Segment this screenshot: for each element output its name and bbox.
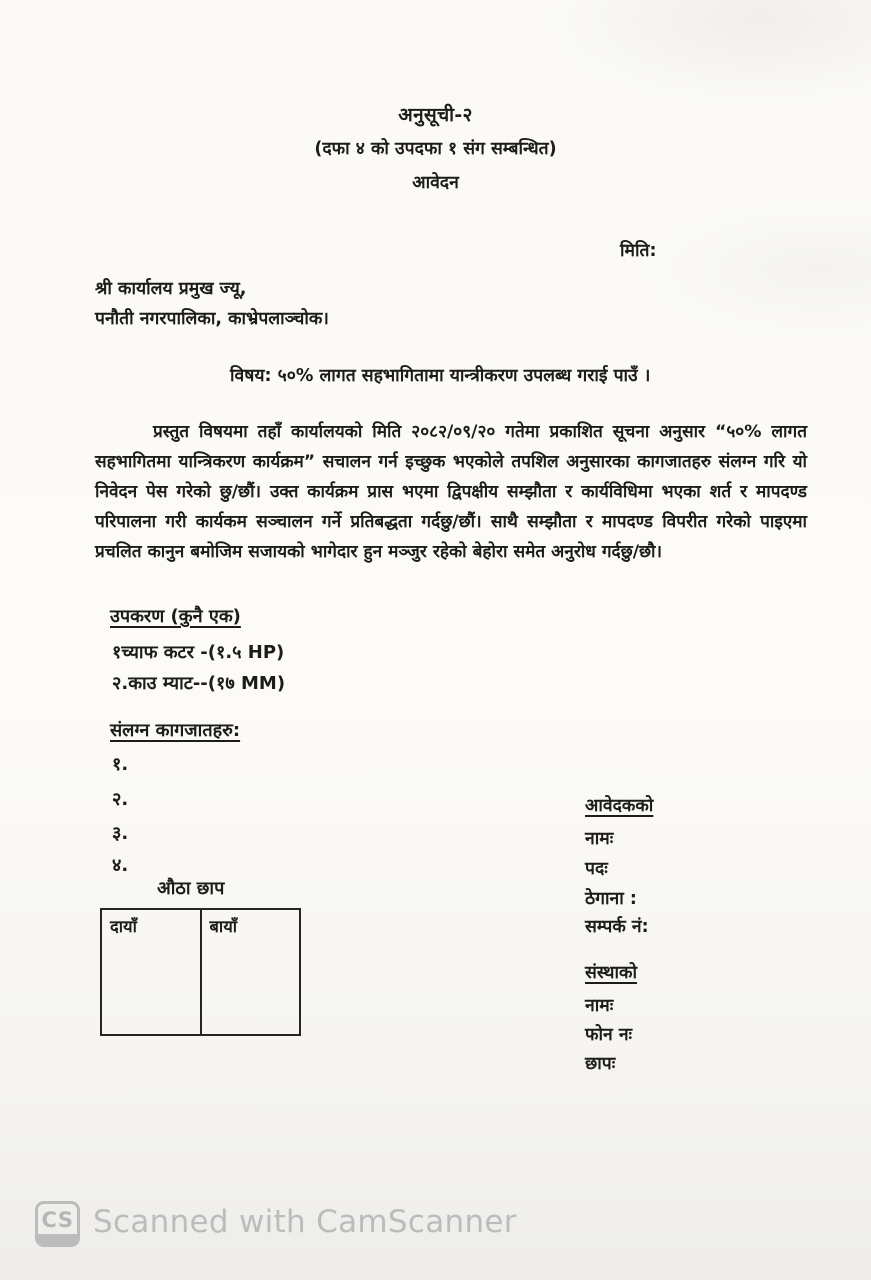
organization-name-field: नामः (585, 996, 614, 1016)
recipient-line-2: पनौती नगरपालिका, काभ्रेपलाञ्चोक। (95, 309, 329, 329)
attachments-heading: संलग्न कागजातहरु: (110, 720, 241, 741)
attachment-number-2: २. (112, 789, 129, 810)
organization-phone-field: फोन नः (585, 1025, 633, 1045)
applicant-contact-field: सम्पर्क नं: (585, 917, 649, 937)
body-paragraph: प्रस्तुत विषयमा तहाँ कार्यालयको मिति २०८२/०९/२० गतेमा प्रकाशित सूचना अनुसार “५०% लागत सहभागितमा यान्त्रिकरण कार्यक्रम” सचालन गर्न इच्छुक भएकोले तपशिल अनुसारका कागजातहरु संलग्न गरि यो निवेदन पेस गरेको छु/छौं। उक्त कार्यक्रम प्रास भएमा द्विपक्षीय सम्झौता र कार्यविधिमा भएका शर्त र मापदण्ड परिपालना गरी कार्यकम सञ्चालन गर्ने प्रतिबद्धता गर्दछु/छौं। साथै सम्झौता र मापदण्ड विपरीत गरेको पाइएमा प्रचलित कानुन बमोजिम सजायको भागेदार हुन मञ्जुर रहेको बेहोरा समेत अनुरोध गर्दछु/छौ। (95, 422, 807, 562)
camscanner-badge-letters: CS (41, 1208, 74, 1232)
thumbprint-left-label: बायाँ (209, 917, 238, 936)
equipment-heading: उपकरण (कुनै एक) (110, 606, 241, 627)
equipment-item-1: १च्याफ कटर -(१.५ HP) (112, 642, 285, 663)
attachment-number-4: ४. (112, 855, 129, 876)
thumbprint-right-label: दायाँ (110, 917, 137, 936)
thumbprint-right-cell (102, 910, 200, 1034)
camscanner-badge-bar (37, 1234, 78, 1245)
document-schedule-title: अनुसूची-२ (398, 104, 473, 126)
thumbprint-title: औठा छाप (157, 878, 225, 899)
organization-heading: संस्थाको (585, 963, 637, 983)
camscanner-watermark-text: Scanned with CamScanner (93, 1204, 517, 1240)
date-label: मिति: (620, 241, 657, 261)
applicant-name-field: नामः (585, 829, 614, 849)
equipment-item-2: २.काउ म्याट--(१७ MM) (112, 673, 286, 694)
attachment-number-1: १. (112, 754, 129, 775)
applicant-heading: आवेदकको (585, 796, 654, 816)
applicant-address-field: ठेगाना : (585, 889, 637, 909)
document-type-title: आवेदन (412, 173, 459, 193)
document-clause-subtitle: (दफा ४ को उपदफा १ संग सम्बन्धित) (314, 139, 557, 159)
thumbprint-box (100, 908, 301, 1036)
thumbprint-left-cell (200, 910, 300, 1034)
camscanner-logo-icon (35, 1201, 80, 1247)
organization-stamp-field: छापः (585, 1054, 616, 1074)
applicant-position-field: पदः (585, 859, 608, 879)
attachment-number-3: ३. (112, 823, 129, 844)
recipient-line-1: श्री कार्यालय प्रमुख ज्यू, (95, 279, 247, 299)
subject-line: विषय: ५०% लागत सहभागितामा यान्त्रीकरण उपलब्ध गराई पाउँ । (230, 366, 651, 386)
